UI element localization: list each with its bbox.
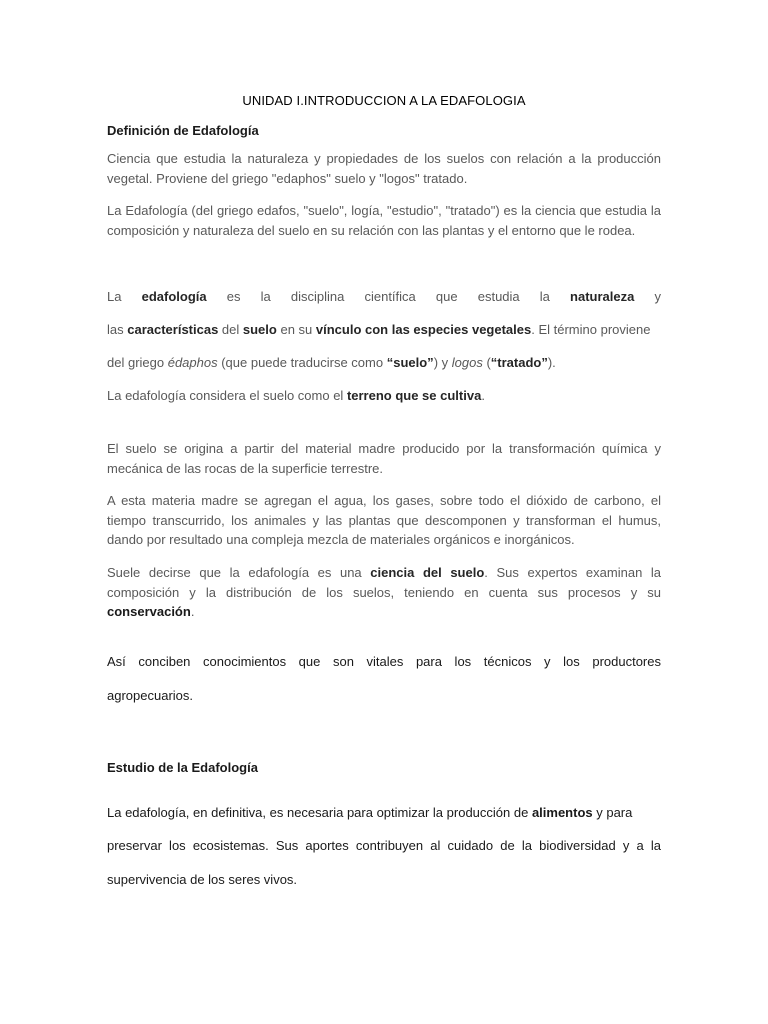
- paragraph-ciencia-suelo: Suele decirse que la edafología es una ciencia del suelo. Sus expertos examinan la composición y la distribución de los suelos, teniendo en cuenta sus procesos y su conservación.: [107, 565, 662, 619]
- paragraph-conocimientos-line1: Así conciben conocimientos que son vitales para los técnicos y los productores: [107, 654, 661, 669]
- emphasis-ciencia-suelo: ciencia del suelo: [370, 565, 485, 580]
- emphasis-vinculo: vínculo con las especies vegetales: [315, 322, 532, 337]
- paragraph-estudio-line2: preservar los ecosistemas. Sus aportes contribuyen al cuidado de la biodiversidad y a la: [107, 838, 661, 853]
- emphasis-alimentos: alimentos: [531, 805, 593, 820]
- section-heading-definicion: Definición de Edafología: [107, 123, 259, 138]
- paragraph-conocimientos-line2: agropecuarios.: [107, 688, 193, 703]
- paragraph-terreno: La edafología considera el suelo como el terreno que se cultiva.: [107, 388, 485, 403]
- emphasis-edaphos: édaphos: [167, 355, 218, 370]
- emphasis-terreno: terreno que se cultiva: [346, 388, 482, 403]
- paragraph-estudio-line1: La edafología, en definitiva, es necesaria para optimizar la producción de alimentos y para: [107, 805, 633, 820]
- document-title: UNIDAD I.INTRODUCCION A LA EDAFOLOGIA: [242, 93, 526, 108]
- paragraph-disciplina-line1: La edafología es la disciplina científica que estudia la naturaleza y: [107, 289, 661, 304]
- emphasis-naturaleza: naturaleza: [570, 289, 635, 304]
- paragraph-definition: Ciencia que estudia la naturaleza y propiedades de los suelos con relación a la producción vegetal. Proviene del griego "edaphos" suelo y "logos" tratado.: [107, 151, 661, 186]
- emphasis-logos: logos: [451, 355, 483, 370]
- section-heading-estudio: Estudio de la Edafología: [107, 760, 258, 775]
- paragraph-estudio-line3: supervivencia de los seres vivos.: [107, 872, 298, 887]
- paragraph-disciplina-line3: del griego édaphos (que puede traducirse como “suelo”) y logos (“tratado”).: [107, 355, 556, 370]
- emphasis-suelo: suelo: [242, 322, 277, 337]
- emphasis-caracteristicas: características: [127, 322, 219, 337]
- emphasis-edafologia: edafología: [141, 289, 207, 304]
- paragraph-edafologia-griego: La Edafología (del griego edafos, "suelo", logía, "estudio", "tratado") es la ciencia que estudia la composición y naturaleza del suelo en su relación con las plantas y el entorno que le rodea.: [107, 203, 661, 238]
- emphasis-tratado-quoted: “tratado”: [490, 355, 548, 370]
- emphasis-suelo-quoted: “suelo”: [386, 355, 434, 370]
- paragraph-materia-madre: A esta materia madre se agregan el agua, los gases, sobre todo el dióxido de carbono, el tiempo transcurrido, los animales y las plantas que descomponen y transforman el humus, dando por resultado una compleja mezcla de materiales orgánicos e inorgánicos.: [107, 493, 661, 547]
- paragraph-disciplina-line2: las características del suelo en su vínculo con las especies vegetales. El término proviene: [107, 322, 651, 337]
- emphasis-conservacion: conservación: [107, 604, 191, 619]
- paragraph-origen-suelo: El suelo se origina a partir del material madre producido por la transformación química y mecánica de las rocas de la superficie terrestre.: [107, 441, 661, 476]
